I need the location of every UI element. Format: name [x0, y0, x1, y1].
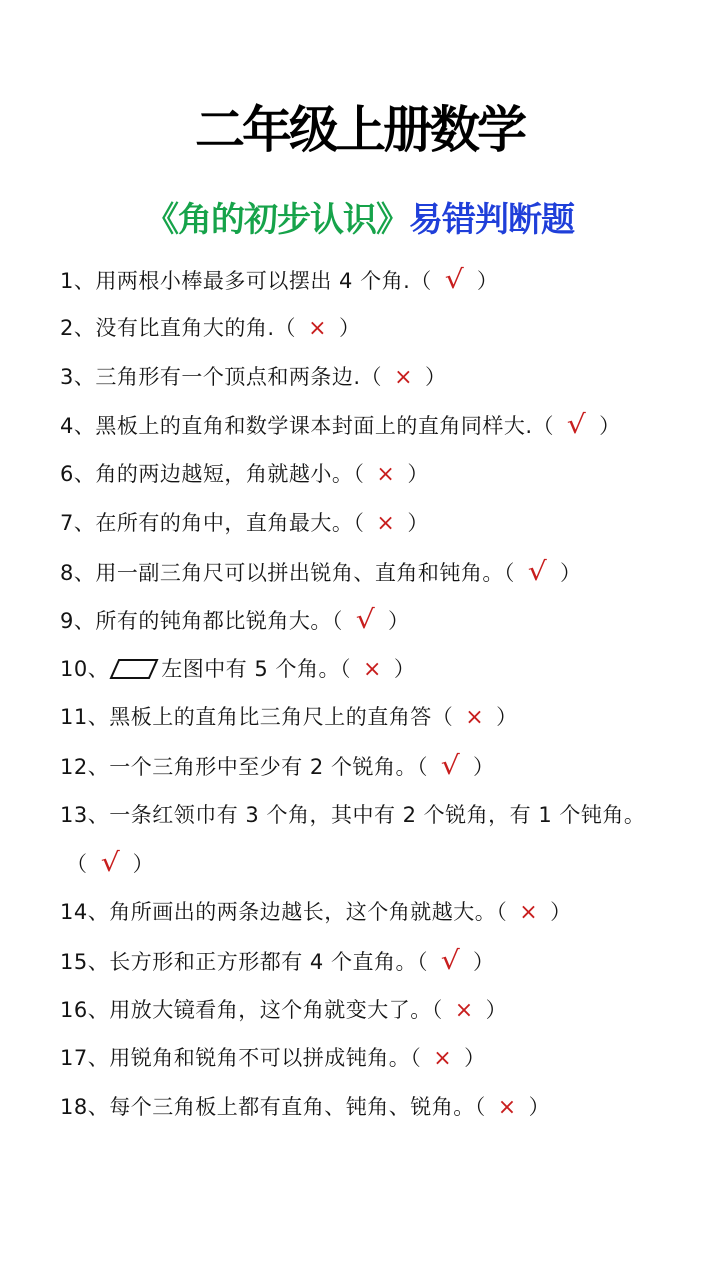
question-text: 一个三角形中至少有 2 个锐角。（: [109, 755, 428, 779]
question-item: [60, 702, 518, 733]
question-text: 一条红领巾有 3 个角，其中有 2 个锐角，有 1 个钝角。: [109, 803, 646, 827]
question-text: 用两根小棒最多可以摆出 4 个角.（: [95, 269, 432, 293]
question-text: 黑板上的直角比三角尺上的直角答（: [109, 705, 454, 729]
question-number: 7、: [60, 511, 96, 535]
cross-mark-icon: ×: [519, 900, 539, 925]
question-number: 9、: [60, 609, 96, 633]
question-item: [60, 459, 429, 490]
check-mark-icon: √: [566, 410, 587, 440]
question-item: [60, 265, 498, 296]
question-close-paren: ）: [407, 511, 429, 535]
page-title: 二年级上册数学: [195, 101, 524, 159]
question-close-paren: ）: [387, 609, 410, 633]
check-mark-icon: √: [440, 946, 461, 976]
question-number: 18、: [60, 1095, 110, 1119]
cross-mark-icon: ×: [362, 657, 382, 682]
question-close-paren: ）: [473, 755, 495, 779]
question-text: 左图中有 5 个角。（: [161, 657, 351, 681]
question-item-continued: [66, 848, 154, 879]
question-item: [60, 410, 621, 441]
question-number: 2、: [60, 316, 96, 340]
question-number: 17、: [60, 1046, 110, 1070]
question-number: 14、: [60, 900, 110, 924]
check-mark-icon: √: [440, 751, 461, 781]
cross-mark-icon: ×: [376, 462, 396, 487]
cross-mark-icon: ×: [394, 365, 413, 390]
question-text: 所有的钝角都比锐角大。（: [95, 609, 343, 633]
question-text: 角的两边越短，角就越小。（: [95, 462, 365, 486]
question-open-paren: （: [66, 852, 88, 876]
question-item: [60, 1043, 486, 1074]
question-number: 1、: [60, 269, 96, 293]
question-text: 每个三角板上都有直角、钝角、锐角。（: [109, 1095, 486, 1119]
question-number: 12、: [60, 755, 110, 779]
question-item: [60, 897, 572, 928]
question-close-paren: ）: [485, 998, 508, 1022]
question-text: 长方形和正方形都有 4 个直角。（: [109, 950, 428, 974]
question-close-paren: ）: [425, 365, 447, 389]
question-close-paren: ）: [339, 316, 361, 340]
cross-mark-icon: ×: [433, 1046, 453, 1071]
question-number: 10、: [60, 657, 110, 681]
question-item: [60, 605, 409, 636]
cross-mark-icon: ×: [454, 998, 474, 1023]
question-text: 黑板上的直角和数学课本封面上的直角同样大.（: [95, 414, 555, 438]
check-mark-icon: √: [355, 605, 376, 635]
question-item: [60, 946, 495, 977]
question-text: 三角形有一个顶点和两条边.（: [95, 365, 383, 389]
parallelogram-figure: [109, 658, 159, 680]
question-close-paren: ）: [528, 1095, 551, 1119]
check-mark-icon: √: [100, 848, 120, 878]
cross-mark-icon: ×: [376, 511, 396, 536]
cross-mark-icon: ×: [497, 1095, 517, 1120]
question-close-paren: ）: [559, 561, 582, 585]
question-number: 3、: [60, 365, 96, 389]
question-item: [60, 1092, 550, 1123]
cross-mark-icon: ×: [308, 316, 327, 341]
question-text: 角所画出的两条边越长，这个角就越大。（: [109, 900, 508, 924]
page-subtitle: [0, 198, 719, 242]
subtitle-type: 易错判断题: [409, 200, 574, 240]
question-item: [60, 557, 581, 588]
question-close-paren: ）: [476, 269, 499, 293]
question-text: 没有比直角大的角.（: [95, 316, 297, 340]
cross-mark-icon: ×: [465, 705, 485, 730]
question-item: [60, 508, 429, 539]
question-number: 4、: [60, 414, 96, 438]
question-close-paren: ）: [407, 462, 429, 486]
question-item: [60, 313, 361, 344]
question-close-paren: ）: [132, 852, 155, 876]
question-number: 8、: [60, 561, 96, 585]
question-close-paren: ）: [393, 657, 416, 681]
question-item: [60, 751, 495, 782]
question-text: 用锐角和锐角不可以拼成钝角。（: [109, 1046, 422, 1070]
question-close-paren: ）: [464, 1046, 486, 1070]
question-close-paren: ）: [496, 705, 518, 729]
question-item: [60, 800, 645, 830]
question-item: [60, 654, 415, 685]
question-close-paren: ）: [550, 900, 572, 924]
question-item: [60, 995, 507, 1026]
question-number: 6、: [60, 462, 96, 486]
question-number: 13、: [60, 803, 110, 827]
question-text: 用放大镜看角，这个角就变大了。（: [109, 998, 443, 1022]
question-item: [60, 362, 447, 393]
question-text: 用一副三角尺可以拼出锐角、直角和钝角。（: [95, 561, 515, 585]
question-close-paren: ）: [599, 414, 621, 438]
question-number: 15、: [60, 950, 110, 974]
question-number: 11、: [60, 705, 110, 729]
question-text: 在所有的角中，直角最大。（: [95, 511, 365, 535]
subtitle-topic: 《角的初步认识》: [145, 200, 409, 240]
check-mark-icon: √: [444, 265, 465, 295]
check-mark-icon: √: [527, 557, 548, 587]
question-close-paren: ）: [473, 950, 495, 974]
question-number: 16、: [60, 998, 110, 1022]
